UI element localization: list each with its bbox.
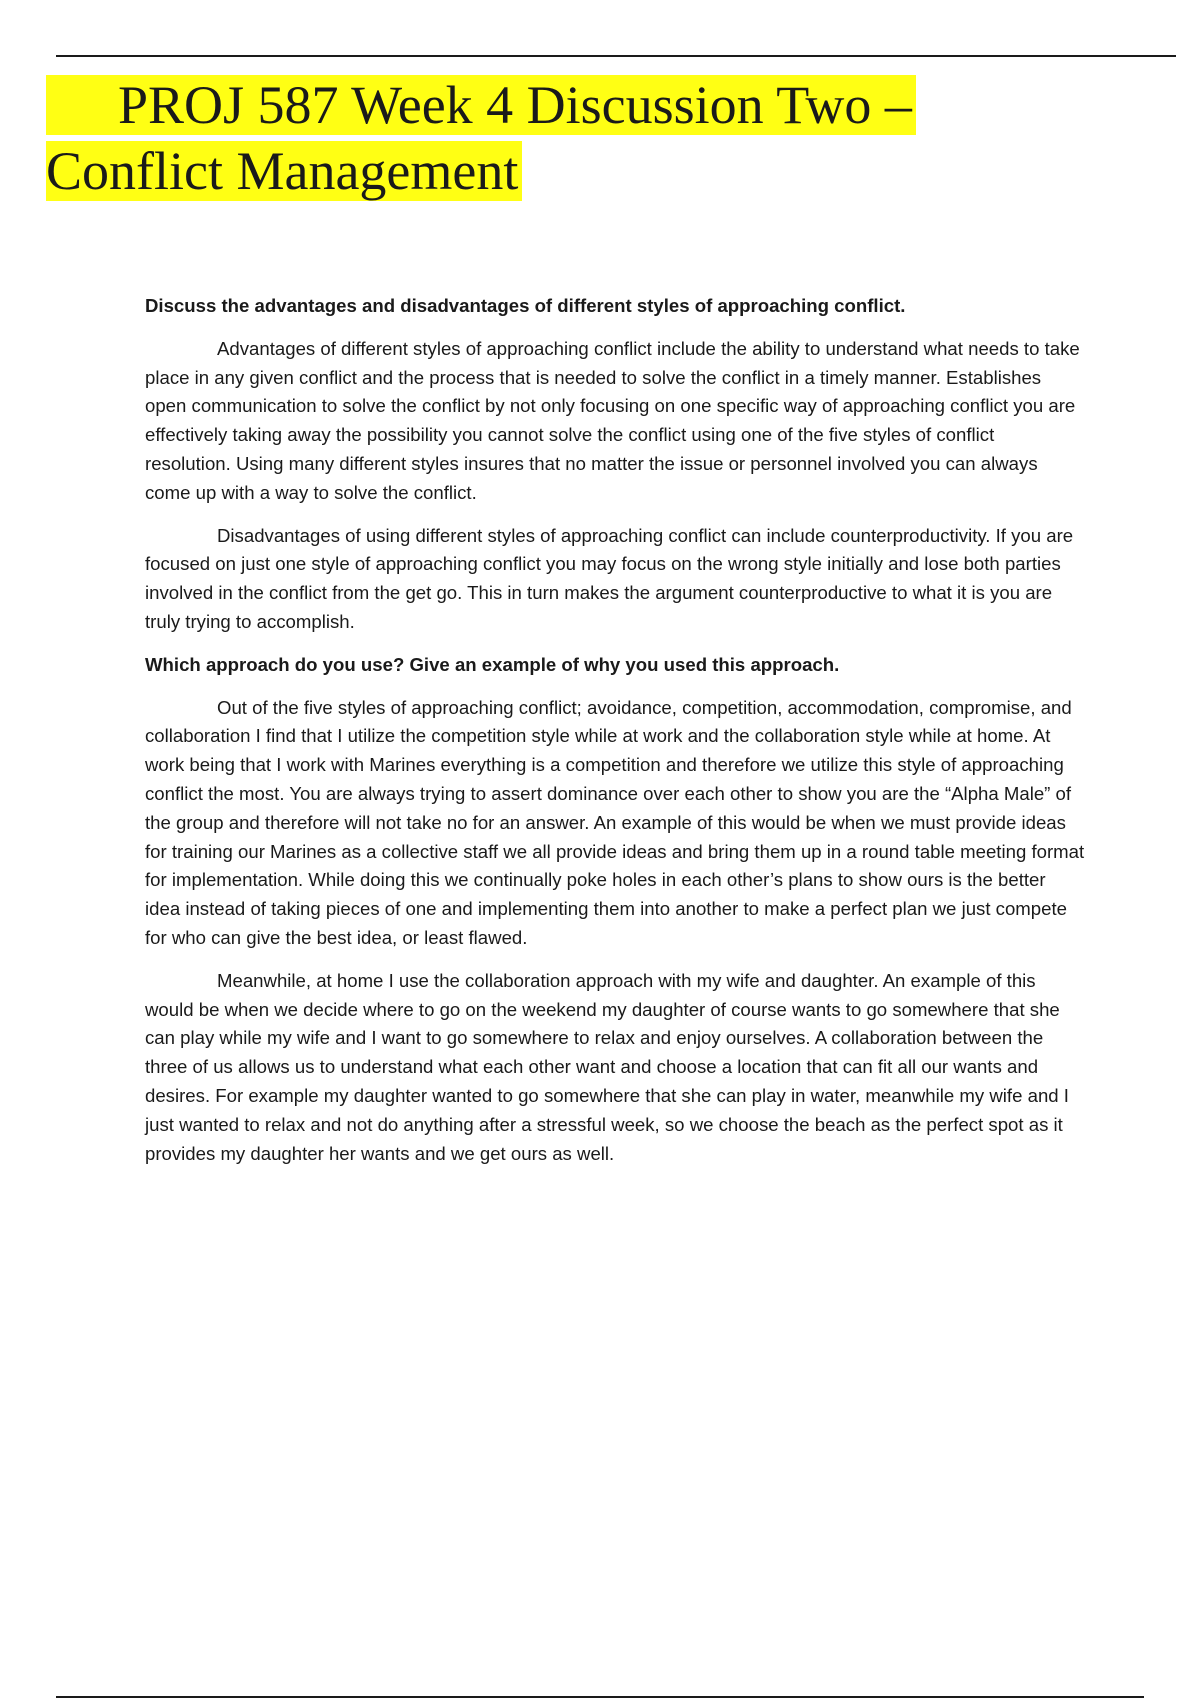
title-highlight-1: PROJ 587 Week 4 Discussion Two – (46, 75, 916, 135)
document-body (145, 292, 1085, 1182)
page-title (46, 72, 1046, 204)
top-rule (56, 55, 1176, 57)
title-line-2 (46, 138, 1046, 204)
paragraph-disadvantages: Disadvantages of using different styles of approaching conflict can include counterproductivity. If you are focused on just one style of approaching conflict you may focus on the wrong style initially and lose both parties involved in the conflict from the get go. This in turn makes the argument counterproductive to what it is you are truly trying to accomplish. (145, 524, 1074, 632)
question-heading-2: Which approach do you use? Give an example of why you used this approach. (145, 653, 840, 675)
title-line-1 (46, 72, 1046, 138)
title-highlight-2: Conflict Management (46, 141, 522, 201)
paragraph-approach-work: Out of the five styles of approaching conflict; avoidance, competition, accommodation, compromise, and collaboration I find that I utilize the competition style while at work and the collaboration style while at home. At work being that I work with Marines everything is a competition and therefore we utilize this style of approaching conflict the most. You are always trying to assert dominance over each other to show you are the “Alpha Male” of the group and therefore will not take no for an answer. An example of this would be when we must provide ideas for training our Marines as a collective staff we all provide ideas and bring them up in a round table meeting format for implementation. While doing this we continually poke holes in each other’s plans to show ours is the better idea instead of taking pieces of one and implementing them into another to make a perfect plan we just compete for who can give the best idea, or least flawed. (145, 696, 1085, 948)
bottom-rule (56, 1696, 1144, 1698)
paragraph-approach-home: Meanwhile, at home I use the collaboration approach with my wife and daughter. An example of this would be when we decide where to go on the weekend my daughter of course wants to go somewhere that she can play while my wife and I want to go somewhere to relax and enjoy ourselves. A collaboration between the three of us allows us to understand what each other want and choose a location that can fit all our wants and desires. For example my daughter wanted to go somewhere that she can play in water, meanwhile my wife and I just wanted to relax and not do anything after a stressful week, so we choose the beach as the perfect spot as it provides my daughter her wants and we get ours as well. (145, 969, 1069, 1164)
paragraph-advantages: Advantages of different styles of approaching conflict include the ability to understand what needs to take place in any given conflict and the process that is needed to solve the conflict in a timely manner. Establishes open communication to solve the conflict by not only focusing on one specific way of approaching conflict you are effectively taking away the possibility you cannot solve the conflict using one of the five styles of conflict resolution. Using many different styles insures that no matter the issue or personnel involved you can always come up with a way to solve the conflict. (145, 337, 1080, 503)
question-heading-1: Discuss the advantages and disadvantages of different styles of approaching conflict. (145, 295, 906, 316)
